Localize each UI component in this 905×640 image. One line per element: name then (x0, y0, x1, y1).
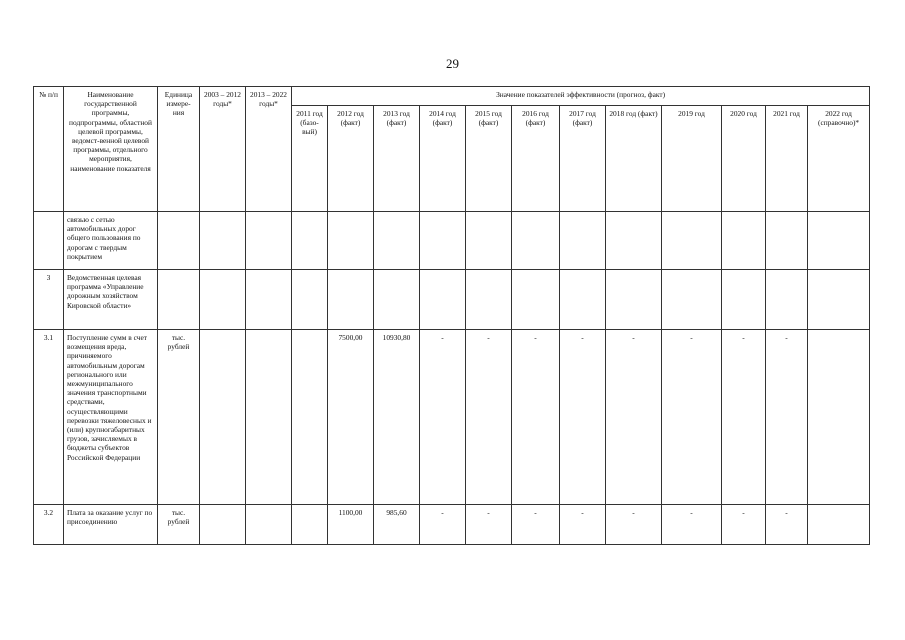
row-value: - (466, 505, 512, 545)
table-row (34, 505, 870, 545)
header-year: 2019 год (662, 106, 722, 212)
row-value: 7500,00 (328, 330, 374, 505)
row-value (560, 212, 606, 270)
row-value (420, 212, 466, 270)
row-value (606, 212, 662, 270)
row-value: - (512, 330, 560, 505)
row-num: 3.2 (34, 505, 64, 545)
row-value: - (766, 330, 808, 505)
row-value: 1100,00 (328, 505, 374, 545)
row-value: - (722, 505, 766, 545)
performance-indicators-table (33, 86, 870, 545)
header-year: 2014 год (факт) (420, 106, 466, 212)
row-value: - (606, 330, 662, 505)
row-value: - (420, 330, 466, 505)
row-value: - (512, 505, 560, 545)
row-value (808, 212, 870, 270)
row-value (808, 270, 870, 330)
header-year: 2017 год (факт) (560, 106, 606, 212)
row-name: Плата за оказание услуг по присоединению (64, 505, 158, 545)
row-value (466, 270, 512, 330)
row-num (34, 212, 64, 270)
row-value (766, 270, 808, 330)
row-value (662, 270, 722, 330)
row-unit (158, 212, 200, 270)
header-year: 2020 год (722, 106, 766, 212)
row-value (808, 330, 870, 505)
header-year: 2016 год (факт) (512, 106, 560, 212)
row-num: 3.1 (34, 330, 64, 505)
row-period-2003-2012 (200, 330, 246, 505)
row-value (328, 270, 374, 330)
table-row (34, 212, 870, 270)
row-value: - (560, 330, 606, 505)
header-year: 2021 год (766, 106, 808, 212)
row-value: - (420, 505, 466, 545)
row-value: - (560, 505, 606, 545)
row-value (374, 212, 420, 270)
row-value (292, 212, 328, 270)
header-year: 2012 год (факт) (328, 106, 374, 212)
row-period-2013-2022 (246, 270, 292, 330)
row-value (722, 212, 766, 270)
row-value (512, 212, 560, 270)
row-value (722, 270, 766, 330)
row-value (292, 505, 328, 545)
row-period-2003-2012 (200, 270, 246, 330)
row-name: связью с сетью автомобильных дорог общего пользования по дорогам с твердым покрытием (64, 212, 158, 270)
row-period-2013-2022 (246, 330, 292, 505)
row-value: - (606, 505, 662, 545)
row-period-2003-2012 (200, 505, 246, 545)
header-name: Наименование государственной программы, подпрограммы, областной целевой программы, ведомст-венной целевой программы, отдельного мероприятия, наименование показателя (64, 87, 158, 212)
table-row (34, 270, 870, 330)
row-value (420, 270, 466, 330)
row-value (374, 270, 420, 330)
row-value: - (662, 330, 722, 505)
row-value (560, 270, 606, 330)
header-year: 2013 год (факт) (374, 106, 420, 212)
row-period-2003-2012 (200, 212, 246, 270)
row-value (512, 270, 560, 330)
row-period-2013-2022 (246, 212, 292, 270)
row-value (292, 270, 328, 330)
row-value: 985,60 (374, 505, 420, 545)
row-unit: тыс. рублей (158, 505, 200, 545)
row-value (606, 270, 662, 330)
row-unit (158, 270, 200, 330)
header-num: № п/п (34, 87, 64, 212)
header-values-group: Значение показателей эффективности (прогноз, факт) (292, 87, 870, 106)
header-period-2013-2022: 2013 – 2022 годы* (246, 87, 292, 212)
header-year: 2015 год (факт) (466, 106, 512, 212)
row-value: - (466, 330, 512, 505)
row-value (466, 212, 512, 270)
row-value (328, 212, 374, 270)
header-year: 2018 год (факт) (606, 106, 662, 212)
header-unit: Единица измере-ния (158, 87, 200, 212)
row-value (662, 212, 722, 270)
row-value (808, 505, 870, 545)
row-name: Ведомственная целевая программа «Управление дорожным хозяйством Кировской области» (64, 270, 158, 330)
row-value (766, 212, 808, 270)
row-value: - (662, 505, 722, 545)
header-period-2003-2012: 2003 – 2012 годы* (200, 87, 246, 212)
row-period-2013-2022 (246, 505, 292, 545)
row-unit: тыс. рублей (158, 330, 200, 505)
row-value: 10930,80 (374, 330, 420, 505)
row-name: Поступление сумм в счет возмещения вреда, причиняемого автомобильным дорогам регионального или межмуниципального значения транспортными средствами, осуществляющими перевозки тяжеловесных и (или) крупногабаритных грузов, зачисляемых в бюджеты субъектов Российской Федерации (64, 330, 158, 505)
page-number: 29 (446, 56, 459, 71)
row-num: 3 (34, 270, 64, 330)
row-value: - (766, 505, 808, 545)
header-year: 2011 год (базо-вый) (292, 106, 328, 212)
header-year: 2022 год (справочно)* (808, 106, 870, 212)
row-value (292, 330, 328, 505)
row-value: - (722, 330, 766, 505)
table-row (34, 330, 870, 505)
